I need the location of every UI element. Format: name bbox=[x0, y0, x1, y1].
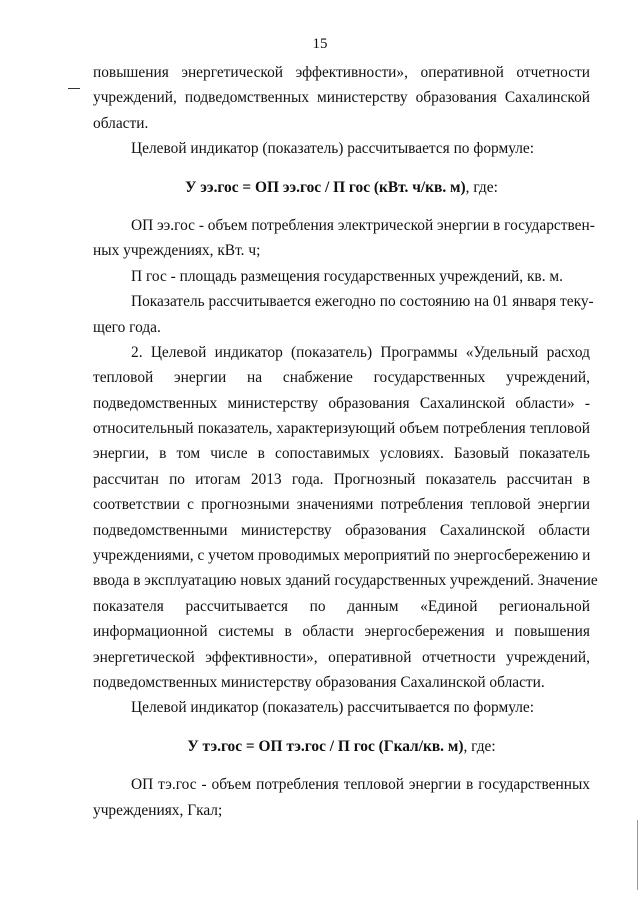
text-line: учреждениях, Гкал; bbox=[93, 801, 223, 819]
text-line: энергии, в том числе в сопоставимых условиях. Базовый показатель bbox=[93, 445, 590, 463]
text-line: ввода в эксплуатацию новых зданий государственных учреждений. Значение bbox=[93, 572, 598, 590]
text-line: относительный показатель, характеризующий объем потребления тепловой bbox=[93, 420, 590, 438]
text-line: Целевой индикатор (показатель) рассчитывается по формуле: bbox=[131, 140, 535, 158]
scan-edge-line bbox=[637, 820, 638, 890]
text-line: подведомственных министерству образования Сахалинской области» - bbox=[93, 394, 590, 412]
text-line: щего года. bbox=[93, 318, 161, 336]
text-line: показателя рассчитывается по данным «Единой региональной bbox=[93, 597, 590, 615]
formula-tail: , где: bbox=[463, 737, 496, 755]
text-line: учреждениями, с учетом проводимых мероприятий по энергосбережению и bbox=[93, 547, 591, 565]
text-line: учреждений, подведомственных министерству образования Сахалинской bbox=[93, 89, 590, 107]
formula-electric bbox=[93, 175, 590, 200]
formula-expression: У тэ.гос = ОП тэ.гос / П гос (Гкал/кв. м) bbox=[187, 737, 464, 755]
text-line: 2. Целевой индикатор (показатель) Программы «Удельный расход bbox=[131, 343, 590, 361]
text-line: области. bbox=[93, 114, 149, 132]
document-body bbox=[93, 60, 598, 823]
formula-heat bbox=[93, 734, 590, 759]
text-line: тепловой энергии на снабжение государственных учреждений, bbox=[93, 369, 590, 387]
text-line: рассчитан по итогам 2013 года. Прогнозный показатель рассчитан в bbox=[93, 470, 590, 488]
text-line: ОП тэ.гос - объем потребления тепловой энергии в государственных bbox=[131, 776, 590, 794]
text-line: информационной системы в области энергосбережения и повышения bbox=[93, 623, 590, 641]
formula-tail: , где: bbox=[465, 178, 498, 196]
text-line: повышения энергетической эффективности», оперативной отчетности bbox=[93, 64, 590, 81]
text-line: Показатель рассчитывается ежегодно по состоянию на 01 января теку- bbox=[131, 293, 594, 311]
text-line: ОП ээ.гос - объем потребления электрической энергии в государствен- bbox=[131, 216, 595, 234]
text-line: ных учреждениях, кВт. ч; bbox=[93, 242, 261, 260]
text-line: П гос - площадь размещения государственных учреждений, кв. м. bbox=[131, 267, 563, 285]
text-line: соответствии с прогнозными значениями потребления тепловой энергии bbox=[93, 496, 590, 514]
text-line: подведомственными министерству образования Сахалинской области bbox=[93, 521, 590, 539]
page-number: 15 bbox=[312, 36, 328, 52]
text-line: подведомственных министерству образования Сахалинской области. bbox=[93, 673, 545, 691]
text-line: Целевой индикатор (показатель) рассчитывается по формуле: bbox=[131, 699, 535, 717]
margin-mark bbox=[68, 88, 80, 89]
formula-expression: У ээ.гос = ОП ээ.гос / П гос (кВт. ч/кв. м) bbox=[185, 178, 466, 196]
text-line: энергетической эффективности», оперативной отчетности учреждений, bbox=[93, 648, 590, 666]
